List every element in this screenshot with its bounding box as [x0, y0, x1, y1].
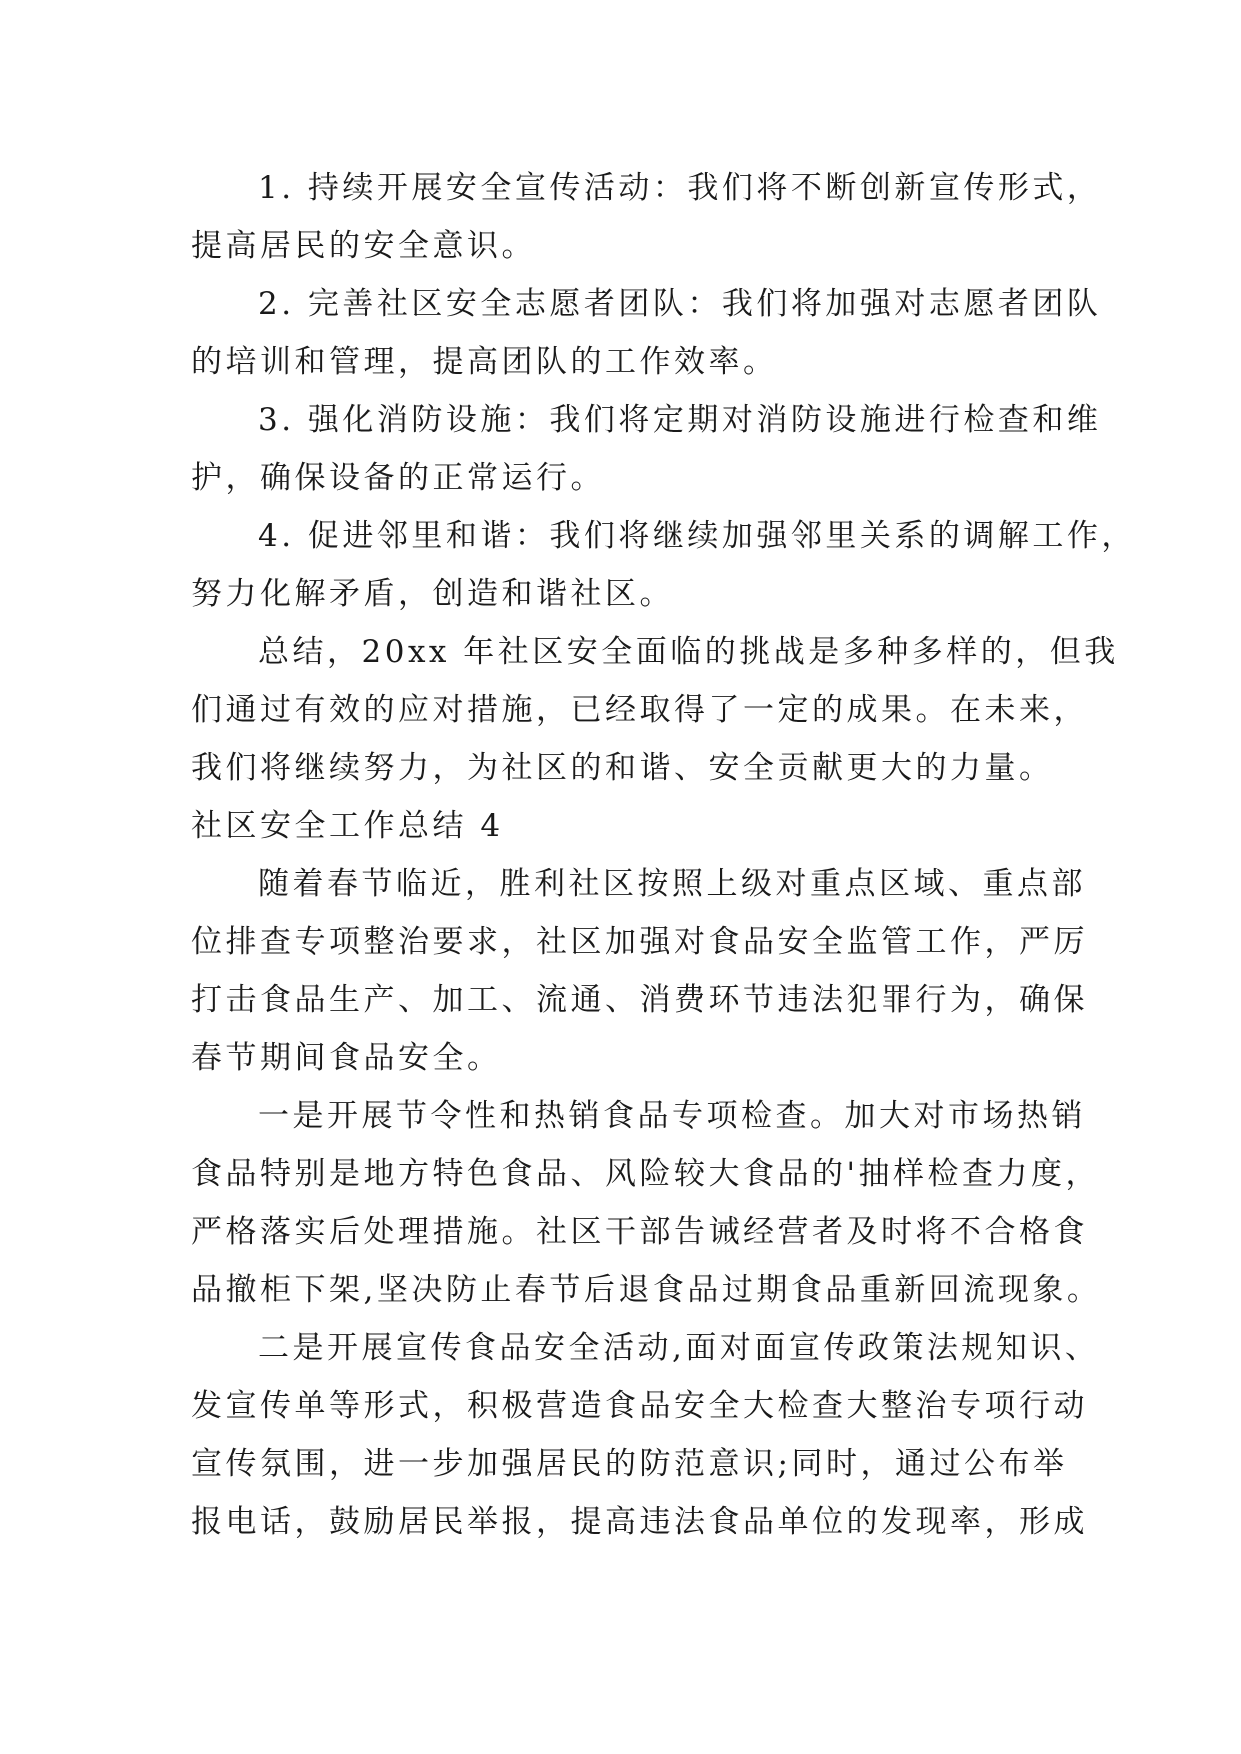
text-line: 提高居民的安全意识。: [191, 228, 536, 264]
text-line: 努力化解矛盾，创造和谐社区。: [191, 576, 674, 612]
text-line: 3. 强化消防设施：我们将定期对消防设施进行检查和维: [258, 402, 1102, 438]
text-line: 一是开展节令性和热销食品专项检查。加大对市场热销: [258, 1098, 1086, 1134]
text-line: 2. 完善社区安全志愿者团队：我们将加强对志愿者团队: [258, 286, 1102, 322]
text-line: 春节期间食品安全。: [191, 1040, 502, 1076]
text-line: 位排查专项整治要求，社区加强对食品安全监管工作，严厉: [191, 924, 1088, 960]
text-line: 我们将继续努力，为社区的和谐、安全贡献更大的力量。: [191, 750, 1054, 786]
text-line: 们通过有效的应对措施，已经取得了一定的成果。在未来，: [191, 692, 1088, 728]
text-line: 随着春节临近，胜利社区按照上级对重点区域、重点部: [258, 866, 1086, 902]
section-heading: 社区安全工作总结 4: [191, 808, 504, 844]
text-line: 发宣传单等形式，积极营造食品安全大检查大整治专项行动: [191, 1388, 1088, 1424]
text-line: 的培训和管理，提高团队的工作效率。: [191, 344, 778, 380]
text-line: 二是开展宣传食品安全活动,面对面宣传政策法规知识、: [258, 1330, 1100, 1366]
text-line: 打击食品生产、加工、流通、消费环节违法犯罪行为，确保: [191, 982, 1088, 1018]
text-line: 严格落实后处理措施。社区干部告诫经营者及时将不合格食: [191, 1214, 1088, 1250]
text-line: 食品特别是地方特色食品、风险较大食品的'抽样检查力度，: [191, 1156, 1101, 1192]
text-line: 宣传氛围，进一步加强居民的防范意识;同时，通过公布举: [191, 1446, 1068, 1482]
text-line: 4. 促进邻里和谐：我们将继续加强邻里关系的调解工作，: [258, 518, 1136, 554]
text-line: 报电话，鼓励居民举报，提高违法食品单位的发现率，形成: [191, 1504, 1088, 1540]
text-line: 品撤柜下架,坚决防止春节后退食品过期食品重新回流现象。: [191, 1272, 1102, 1308]
text-line: 护，确保设备的正常运行。: [191, 460, 605, 496]
text-line: 总结，20xx 年社区安全面临的挑战是多种多样的，但我: [258, 634, 1119, 670]
text-line: 1. 持续开展安全宣传活动：我们将不断创新宣传形式，: [258, 170, 1102, 206]
